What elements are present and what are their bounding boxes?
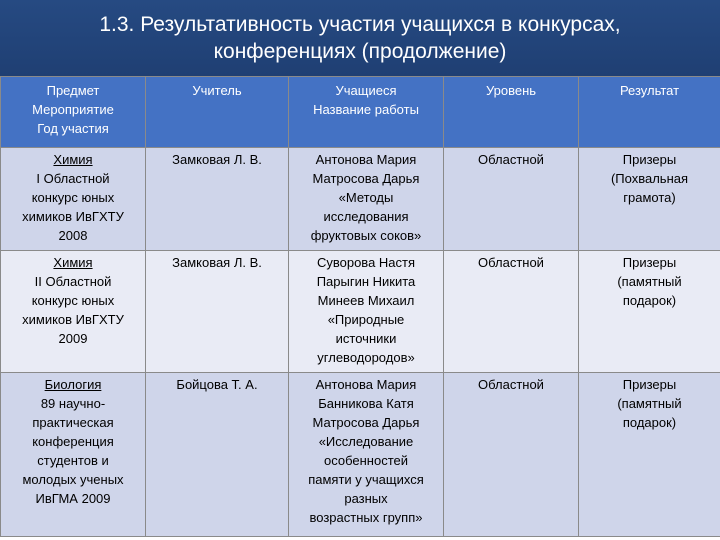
title-line-1: 1.3. Результативность участия учащихся в конкурсах, (99, 13, 621, 36)
cell-subject-event (1, 251, 146, 373)
students-line: памяти у учащихся (308, 472, 424, 487)
students-line: фруктовых соков» (310, 228, 422, 243)
students-line: Матросова Дарья (312, 171, 420, 186)
result-line: подарок) (622, 415, 677, 430)
header-students (289, 77, 444, 148)
event-line: I Областной (36, 171, 110, 186)
result-line: подарок) (622, 293, 677, 308)
table-row (1, 373, 720, 537)
header-text: Название работы (313, 102, 419, 117)
cell-students (289, 373, 444, 537)
students-line: Матросова Дарья (312, 415, 420, 430)
header-teacher (146, 77, 289, 148)
result-line: Призеры (622, 152, 677, 167)
students-line: Минеев Михаил (317, 293, 415, 308)
students-line: «Природные (327, 312, 405, 327)
subject-name: Химия (53, 152, 93, 167)
cell-result (579, 373, 720, 537)
event-line: II Областной (34, 274, 112, 289)
header-text: Год участия (37, 121, 109, 136)
results-table (0, 76, 720, 537)
cell-teacher (146, 373, 289, 537)
cell-students (289, 251, 444, 373)
result-line: грамота) (623, 190, 676, 205)
event-line: 2008 (58, 228, 88, 243)
header-text: Результат (619, 83, 680, 98)
students-line: особенностей (323, 453, 409, 468)
result-line: Призеры (622, 377, 677, 392)
students-line: «Исследование (318, 434, 414, 449)
students-line: Антонова Мария (315, 377, 417, 392)
event-line: химиков ИвГХТУ (22, 209, 124, 224)
event-line: практическая (32, 415, 114, 430)
table-row (1, 251, 720, 373)
event-line: химиков ИвГХТУ (22, 312, 124, 327)
header-subject (1, 77, 146, 148)
cell-teacher (146, 148, 289, 251)
event-line: ИвГМА 2009 (35, 491, 111, 506)
header-level (444, 77, 579, 148)
slide-title (0, 0, 720, 76)
cell-subject-event (1, 148, 146, 251)
event-line: молодых ученых (22, 472, 124, 487)
level-text: Областной (478, 255, 544, 270)
table-row (1, 148, 720, 251)
cell-subject-event (1, 373, 146, 537)
event-line: 89 научно- (40, 396, 106, 411)
subject-name: Химия (53, 255, 93, 270)
teacher-name: Замковая Л. В. (172, 255, 262, 270)
event-line: конкурс юных (31, 293, 115, 308)
header-text: Учащиеся (335, 83, 397, 98)
students-line: углеводородов» (317, 350, 415, 365)
cell-level (444, 373, 579, 537)
students-line: исследования (323, 209, 409, 224)
level-text: Областной (478, 377, 544, 392)
result-line: Призеры (622, 255, 677, 270)
teacher-name: Бойцова Т. А. (176, 377, 258, 392)
cell-teacher (146, 251, 289, 373)
result-line: (памятный (617, 274, 682, 289)
result-line: (Похвальная (610, 171, 689, 186)
event-line: конкурс юных (31, 190, 115, 205)
level-text: Областной (478, 152, 544, 167)
cell-result (579, 148, 720, 251)
header-result (579, 77, 720, 148)
header-text: Учитель (192, 83, 242, 98)
students-line: Парыгин Никита (316, 274, 416, 289)
cell-level (444, 148, 579, 251)
header-row (1, 77, 720, 148)
event-line: конференция (32, 434, 114, 449)
students-line: возрастных групп» (309, 510, 423, 525)
header-text: Мероприятие (32, 102, 114, 117)
subject-name: Биология (44, 377, 102, 392)
header-text: Уровень (485, 83, 537, 98)
students-line: Антонова Мария (315, 152, 417, 167)
students-line: «Методы (338, 190, 394, 205)
header-text: Предмет (46, 83, 100, 98)
title-line-2: конференциях (продолжение) (213, 40, 507, 63)
students-line: Банникова Катя (318, 396, 414, 411)
event-line: студентов и (37, 453, 109, 468)
cell-students (289, 148, 444, 251)
cell-level (444, 251, 579, 373)
students-line: Суворова Настя (316, 255, 416, 270)
result-line: (памятный (617, 396, 682, 411)
students-line: источники (335, 331, 397, 346)
cell-result (579, 251, 720, 373)
event-line: 2009 (58, 331, 88, 346)
teacher-name: Замковая Л. В. (172, 152, 262, 167)
students-line: разных (344, 491, 388, 506)
